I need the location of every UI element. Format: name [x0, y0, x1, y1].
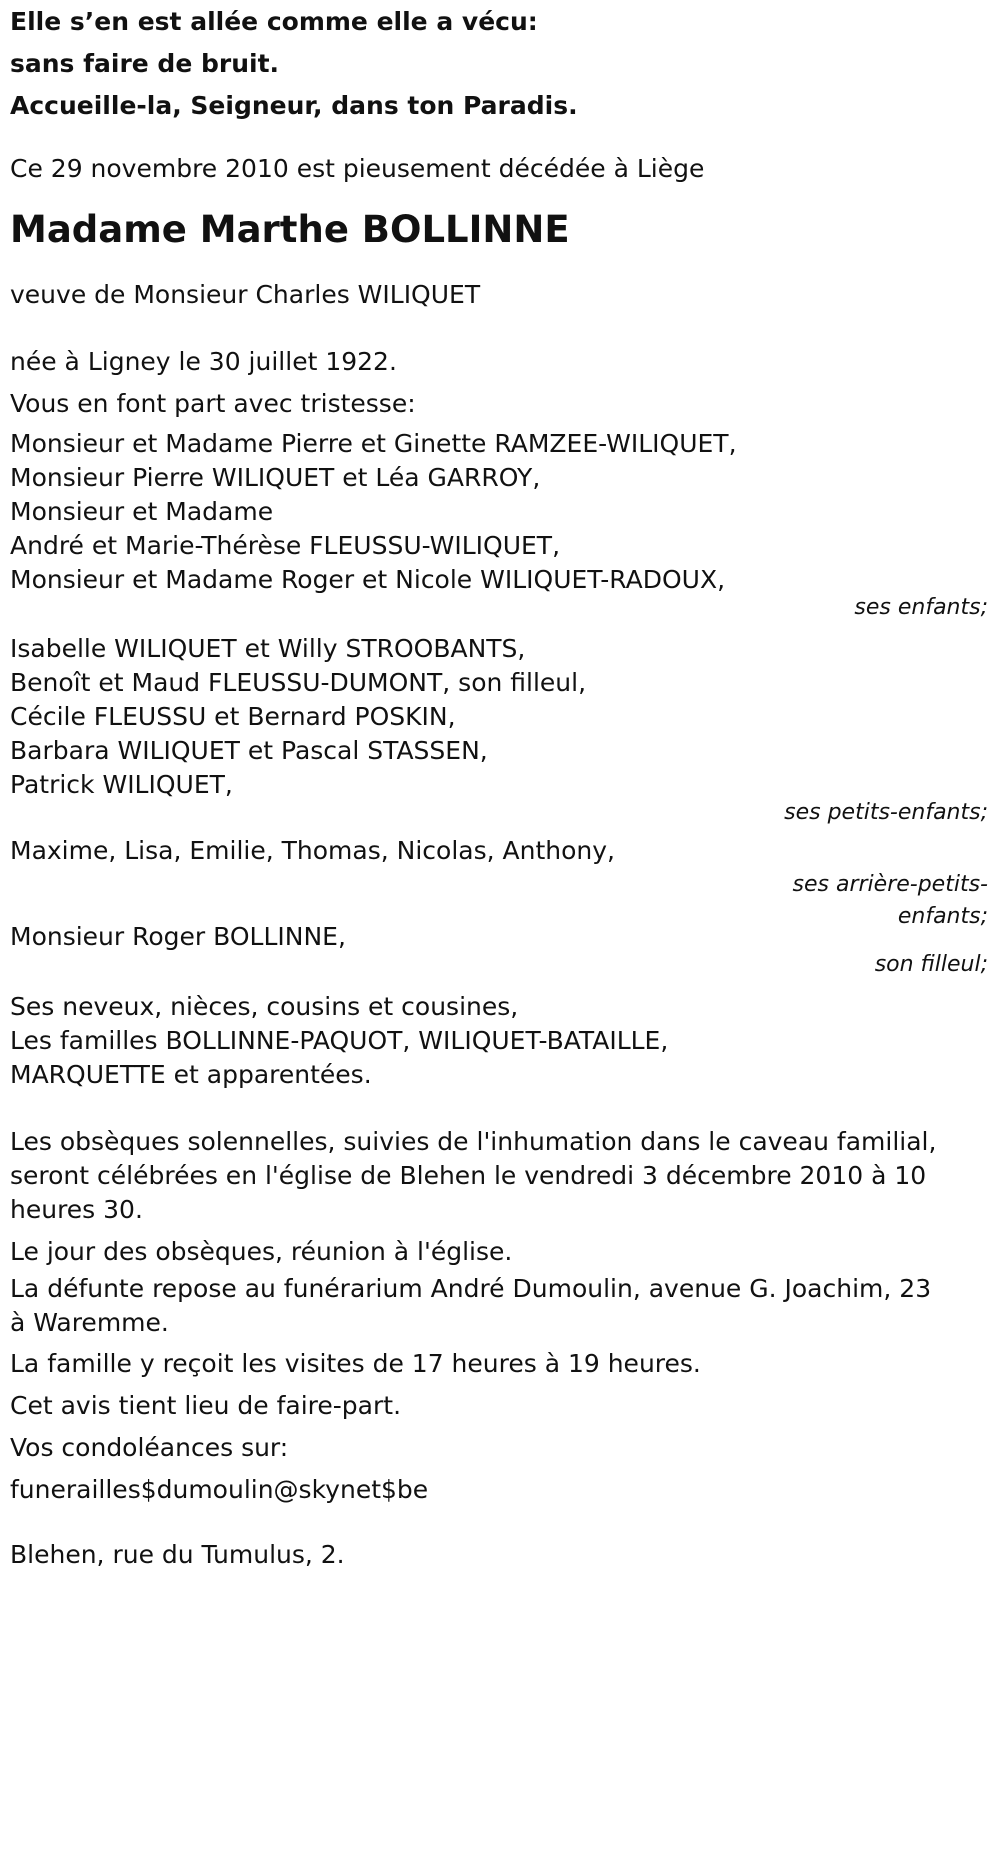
children-group [10, 427, 990, 619]
meeting-info: Le jour des obsèques, réunion à l'église. [10, 1237, 513, 1266]
death-announcement: Ce 29 novembre 2010 est pieusement décédée à Liège [10, 154, 705, 183]
family-line: Ses neveux, nièces, cousins et cousines, [10, 992, 519, 1021]
family-line: Isabelle WILIQUET et Willy STROOBANTS, [10, 634, 526, 663]
grandchildren-group [10, 632, 990, 824]
funeral-details [10, 1125, 990, 1227]
rest-line: La défunte repose au funérarium André Dumoulin, avenue G. Joachim, 23 [10, 1274, 932, 1303]
funeral-line: seront célébrées en l'église de Blehen le vendredi 3 décembre 2010 à 10 [10, 1161, 927, 1190]
relation-label: son filleul; [874, 952, 988, 977]
family-line: MARQUETTE et apparentées. [10, 1060, 372, 1089]
family-line: Maxime, Lisa, Emilie, Thomas, Nicolas, Anthony, [10, 836, 615, 865]
family-line: Monsieur et Madame Pierre et Ginette RAMZEE-WILIQUET, [10, 429, 737, 458]
family-address: Blehen, rue du Tumulus, 2. [10, 1540, 345, 1569]
notice-info: Cet avis tient lieu de faire-part. [10, 1391, 402, 1420]
godson-group [10, 920, 990, 976]
rest-location [10, 1272, 990, 1340]
rest-line: à Waremme. [10, 1308, 169, 1337]
family-line: Monsieur Pierre WILIQUET et Léa GARROY, [10, 463, 541, 492]
family-line: Les familles BOLLINNE-PAQUOT, WILIQUET-BATAILLE, [10, 1026, 669, 1055]
epitaph-line-2: sans faire de bruit. [10, 49, 280, 78]
family-line: Benoît et Maud FLEUSSU-DUMONT, son filleul, [10, 668, 587, 697]
epitaph [10, 2, 990, 126]
relation-label: enfants; [897, 904, 988, 929]
birth-info: née à Ligney le 30 juillet 1922. [10, 347, 397, 376]
visits-info: La famille y reçoit les visites de 17 heures à 19 heures. [10, 1349, 701, 1378]
family-line: Monsieur et Madame [10, 497, 274, 526]
mourners-intro: Vous en font part avec tristesse: [10, 389, 416, 418]
deceased-name: Madame Marthe BOLLINNE [10, 208, 570, 251]
condolences-address: funerailles$dumoulin@skynet$be [10, 1475, 429, 1504]
family-line: Monsieur et Madame Roger et Nicole WILIQUET-RADOUX, [10, 565, 726, 594]
family-line: Monsieur Roger BOLLINNE, [10, 922, 346, 951]
relation-label: ses enfants; [854, 595, 988, 620]
epitaph-line-1: Elle s’en est allée comme elle a vécu: [10, 7, 538, 36]
widow-of: veuve de Monsieur Charles WILIQUET [10, 280, 481, 309]
epitaph-line-3: Accueille-la, Seigneur, dans ton Paradis. [10, 91, 578, 120]
funeral-line: heures 30. [10, 1195, 143, 1224]
family-line: Patrick WILIQUET, [10, 770, 233, 799]
other-relatives [10, 990, 990, 1092]
condolences-label: Vos condoléances sur: [10, 1433, 289, 1462]
great-grandchildren-group [10, 834, 990, 934]
family-line: André et Marie-Thérèse FLEUSSU-WILIQUET, [10, 531, 561, 560]
family-line: Barbara WILIQUET et Pascal STASSEN, [10, 736, 488, 765]
family-line: Cécile FLEUSSU et Bernard POSKIN, [10, 702, 456, 731]
relation-label: ses petits-enfants; [784, 800, 988, 825]
funeral-line: Les obsèques solennelles, suivies de l'inhumation dans le caveau familial, [10, 1127, 937, 1156]
relation-label: ses arrière-petits- [792, 872, 988, 897]
